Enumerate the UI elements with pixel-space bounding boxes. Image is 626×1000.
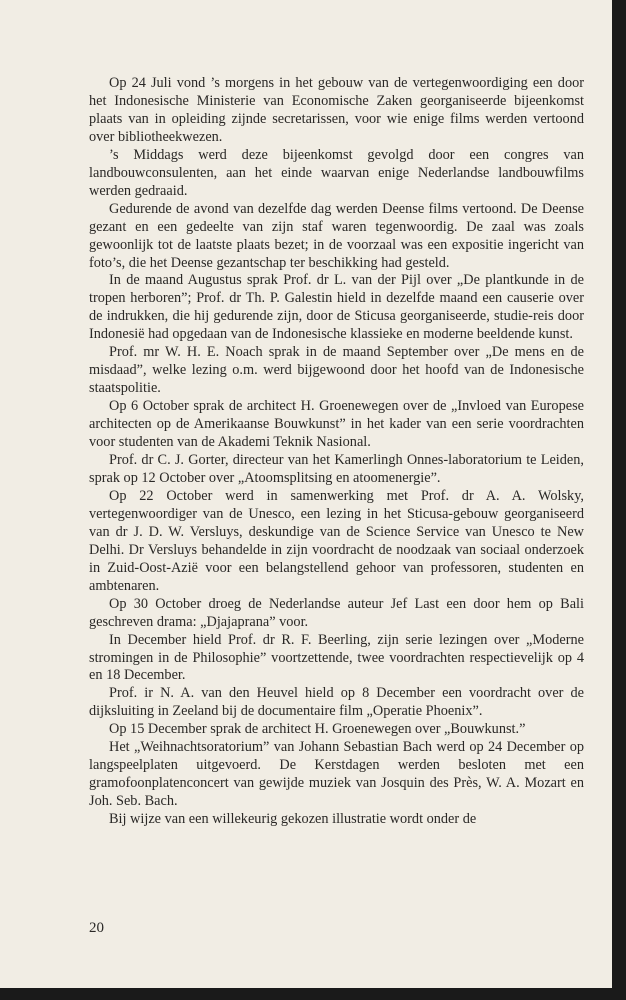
paragraph: Prof. mr W. H. E. Noach sprak in de maand September over „De mens en de misdaad”, welke lezing o.m. werd bijgewoond door het hoofd van de Indonesische staatspolitie. bbox=[89, 344, 584, 397]
paragraph: Op 15 December sprak de architect H. Groenewegen over „Bouwkunst.” bbox=[109, 721, 526, 738]
paragraph: Op 24 Juli vond ’s morgens in het gebouw van de vertegenwoordiging een door het Indonesische Ministerie van Economische Zaken georganiseerde bijeenkomst plaats van in opleiding zijnde secretarissen, voor wie enige films werden vertoond over bibliotheekwezen. bbox=[89, 75, 584, 145]
paragraph: ’s Middags werd deze bijeenkomst gevolgd door een congres van landbouwconsulenten, aan het einde waarvan enige Nederlandse landbouwfilms werden gedraaid. bbox=[89, 146, 584, 199]
paragraph: Op 22 October werd in samenwerking met Prof. dr A. A. Wolsky, vertegenwoordiger van de Unesco, een lezing in het Sticusa-gebouw georganiseerd van dr J. D. W. Versluys, deskundige van de Science Service van Unesco te New Delhi. Dr Versluys behandelde in zijn voordracht de noodzaak van sociaal onderzoek in Zuid-Oost-Azië voor een belangstellend gehoor van professoren, studenten en ambtenaren. bbox=[89, 487, 584, 594]
paragraph: In de maand Augustus sprak Prof. dr L. van der Pijl over „De plantkunde in de tropen herboren”; Prof. dr Th. P. Galestin hield in dezelfde maand een causerie over de indrukken, die hij gedurende zijn, door de Sticusa georganiseerde, studie-reis door Indonesië had opgedaan van de Indonesische klassieke en moderne beeldende kunst. bbox=[89, 272, 584, 343]
paragraph: In December hield Prof. dr R. F. Beerling, zijn serie lezingen over „Moderne stromingen in de Philosophie” voortzettende, twee voordrachten respectievelijk op 4 en 18 December. bbox=[89, 631, 584, 684]
paragraph: Op 30 October droeg de Nederlandse auteur Jef Last een door hem op Bali geschreven drama: „Djajaprana” voor. bbox=[89, 595, 584, 630]
page-number: 20 bbox=[89, 920, 104, 936]
paragraph: Het „Weihnachtsoratorium” van Johann Sebastian Bach werd op 24 December op langspeelplaten uitgevoerd. De Kerstdagen werden besloten met een gramofoonplatenconcert van gewijde muziek van Josquin des Près, W. A. Mozart en Joh. Seb. Bach. bbox=[89, 739, 584, 810]
body-text bbox=[89, 75, 584, 829]
paragraph: Prof. ir N. A. van den Heuvel hield op 8 December een voordracht over de dijksluiting in Zeeland bij de documentaire film „Operatie Phoenix”. bbox=[89, 685, 584, 720]
paragraph: Prof. dr C. J. Gorter, directeur van het Kamerlingh Onnes-laboratorium te Leiden, sprak op 12 October over „Atoomsplitsing en atoomenergie”. bbox=[89, 452, 584, 486]
paragraph: Op 6 October sprak de architect H. Groenewegen over de „Invloed van Europese architecten op de Amerikaanse Bouwkunst” in het kader van een serie voordrachten voor studenten van de Akademi Teknik Nasional. bbox=[89, 398, 584, 451]
paragraph: Bij wijze van een willekeurig gekozen illustratie wordt onder de bbox=[109, 811, 477, 828]
scan-border-bottom bbox=[0, 988, 626, 1000]
scan-border-right bbox=[612, 0, 626, 1000]
paragraph: Gedurende de avond van dezelfde dag werden Deense films vertoond. De Deense gezant en een gedeelte van zijn staf waren tegenwoordig. De zaal was zoals gewoonlijk tot de laatste plaats bezet; in de voorzaal was een expositie ingericht van foto’s, die het Deense gezantschap ter beschikking had gesteld. bbox=[89, 200, 584, 271]
